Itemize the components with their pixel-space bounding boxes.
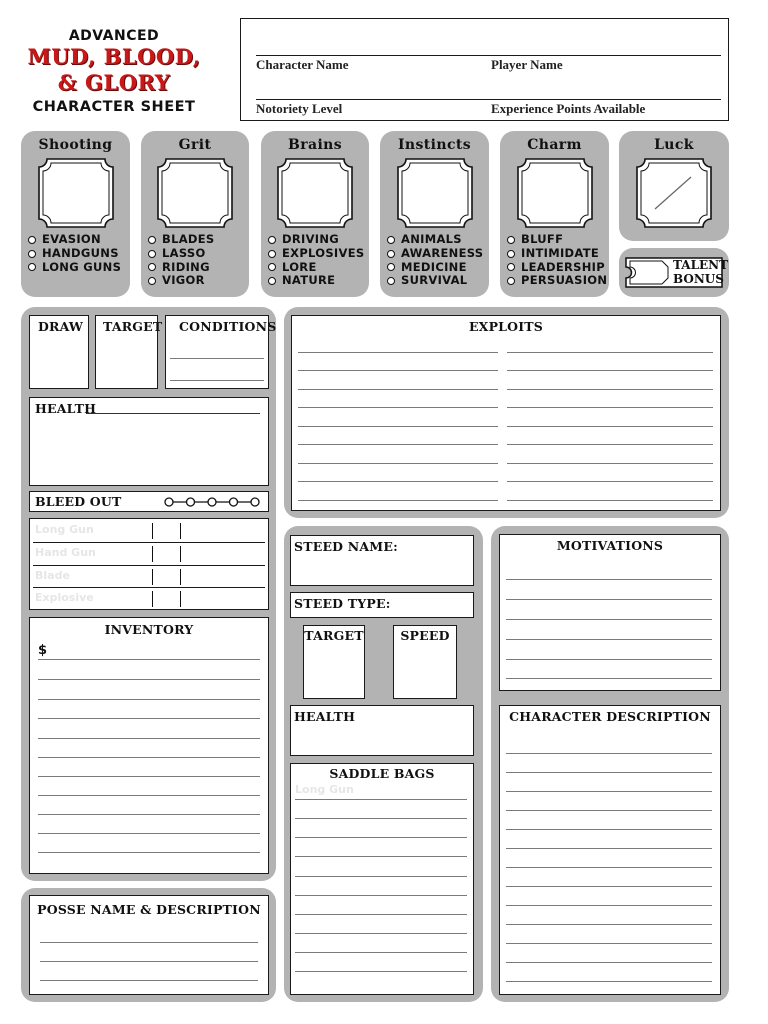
die-box-icon[interactable] bbox=[156, 157, 234, 229]
skill-pip-icon[interactable] bbox=[507, 236, 515, 244]
skill-survival[interactable]: SURVIVAL bbox=[387, 274, 483, 288]
attribute-title: Brains bbox=[287, 137, 343, 153]
skill-lore[interactable]: LORE bbox=[268, 261, 364, 275]
bleed-out-pip[interactable] bbox=[208, 498, 216, 506]
skill-pip-icon[interactable] bbox=[148, 263, 156, 271]
logo-character-sheet: CHARACTER SHEET bbox=[32, 99, 196, 115]
die-box-icon[interactable] bbox=[516, 157, 594, 229]
steed-name-label: STEED NAME: bbox=[294, 539, 398, 554]
character-description-box[interactable] bbox=[499, 705, 721, 995]
luck-box-icon[interactable] bbox=[635, 157, 713, 229]
logo-advanced: ADVANCED bbox=[68, 28, 160, 44]
steed-speed-label: SPEED bbox=[400, 628, 450, 643]
attribute-title: Instincts bbox=[397, 137, 472, 153]
steed-target-box[interactable] bbox=[303, 625, 365, 699]
weapon-explosive[interactable]: Explosive bbox=[35, 591, 94, 604]
bleed-out-pip[interactable] bbox=[165, 498, 173, 506]
luck-title: Luck bbox=[654, 137, 694, 153]
die-box-icon[interactable] bbox=[396, 157, 474, 229]
saddle-bags-placeholder: Long Gun bbox=[295, 783, 354, 796]
skill-bluff[interactable]: BLUFF bbox=[507, 233, 607, 247]
skill-pip-icon[interactable] bbox=[387, 250, 395, 258]
skill-persuasion[interactable]: PERSUASION bbox=[507, 274, 607, 288]
target-label: TARGET bbox=[103, 319, 163, 334]
motivations-box[interactable] bbox=[499, 534, 721, 691]
skill-vigor[interactable]: VIGOR bbox=[148, 274, 214, 288]
attribute-brains bbox=[261, 131, 369, 297]
inventory-box[interactable] bbox=[29, 617, 269, 874]
health-box[interactable] bbox=[29, 397, 269, 486]
logo-title-line2: & GLORY bbox=[57, 70, 171, 95]
skill-explosives[interactable]: EXPLOSIVES bbox=[268, 247, 364, 261]
skill-animals[interactable]: ANIMALS bbox=[387, 233, 483, 247]
saddle-bags-box[interactable] bbox=[290, 763, 474, 995]
skill-pip-icon[interactable] bbox=[28, 263, 36, 271]
skill-pip-icon[interactable] bbox=[148, 250, 156, 258]
steed-health-box[interactable] bbox=[290, 705, 474, 756]
skill-pip-icon[interactable] bbox=[28, 250, 36, 258]
skill-lasso[interactable]: LASSO bbox=[148, 247, 214, 261]
luck-panel bbox=[619, 131, 729, 241]
bleed-out-pip[interactable] bbox=[251, 498, 259, 506]
steed-type-label: STEED TYPE: bbox=[294, 596, 391, 611]
attribute-title: Charm bbox=[527, 137, 582, 153]
experience-points-label[interactable]: Experience Points Available bbox=[491, 101, 646, 116]
steed-type-box[interactable] bbox=[290, 592, 474, 618]
skill-pip-icon[interactable] bbox=[387, 277, 395, 285]
bleed-out-pip[interactable] bbox=[230, 498, 238, 506]
attribute-charm bbox=[500, 131, 609, 297]
weapon-hand-gun[interactable]: Hand Gun bbox=[35, 546, 96, 559]
target-box[interactable] bbox=[95, 315, 163, 389]
skill-leadership[interactable]: LEADERSHIP bbox=[507, 261, 607, 275]
player-name-label[interactable]: Player Name bbox=[491, 57, 563, 72]
skill-pip-icon[interactable] bbox=[268, 236, 276, 244]
character-description-title: CHARACTER DESCRIPTION bbox=[509, 709, 711, 724]
skill-pip-icon[interactable] bbox=[268, 250, 276, 258]
bleed-out-label: BLEED OUT bbox=[35, 494, 122, 509]
posse-box[interactable] bbox=[29, 895, 269, 995]
character-info-box bbox=[240, 18, 729, 121]
skill-intimidate[interactable]: INTIMIDATE bbox=[507, 247, 607, 261]
skill-pip-icon[interactable] bbox=[507, 250, 515, 258]
conditions-box[interactable] bbox=[165, 315, 277, 389]
attribute-shooting bbox=[21, 131, 130, 297]
weapon-long-gun[interactable]: Long Gun bbox=[35, 523, 94, 536]
steed-target-label: TARGET bbox=[304, 628, 364, 643]
skill-pip-icon[interactable] bbox=[148, 277, 156, 285]
exploits-title: EXPLOITS bbox=[468, 319, 544, 334]
skill-awareness[interactable]: AWARENESS bbox=[387, 247, 483, 261]
notoriety-level-label[interactable]: Notoriety Level bbox=[256, 101, 343, 116]
steed-name-box[interactable] bbox=[290, 535, 474, 586]
attribute-title: Shooting bbox=[38, 137, 113, 153]
skill-pip-icon[interactable] bbox=[268, 277, 276, 285]
motivations-title: MOTIVATIONS bbox=[556, 538, 664, 553]
attribute-title: Grit bbox=[178, 137, 212, 153]
bleed-out-box bbox=[29, 491, 269, 512]
exploits-box[interactable] bbox=[291, 315, 721, 511]
conditions-label: CONDITIONS bbox=[179, 319, 277, 334]
weapons-table bbox=[29, 518, 269, 610]
saddle-bags-title: SADDLE BAGS bbox=[329, 766, 435, 781]
skill-medicine[interactable]: MEDICINE bbox=[387, 261, 483, 275]
posse-title: POSSE NAME & DESCRIPTION bbox=[37, 902, 261, 917]
skill-pip-icon[interactable] bbox=[387, 263, 395, 271]
skill-pip-icon[interactable] bbox=[28, 236, 36, 244]
skill-riding[interactable]: RIDING bbox=[148, 261, 214, 275]
steed-health-label: HEALTH bbox=[294, 709, 356, 724]
bonus-label: BONUS bbox=[673, 272, 724, 286]
logo-title-line1: MUD, BLOOD, bbox=[27, 44, 201, 69]
talent-label: TALENT bbox=[673, 258, 729, 272]
die-box-icon[interactable] bbox=[37, 157, 115, 229]
skill-handguns[interactable]: HANDGUNS bbox=[28, 247, 121, 261]
health-label: HEALTH bbox=[35, 401, 97, 416]
draw-box[interactable] bbox=[29, 315, 89, 389]
skill-evasion[interactable]: EVASION bbox=[28, 233, 121, 247]
skill-pip-icon[interactable] bbox=[507, 263, 515, 271]
bleed-out-pip[interactable] bbox=[187, 498, 195, 506]
weapon-blade[interactable]: Blade bbox=[35, 569, 70, 582]
skill-long-guns[interactable]: LONG GUNS bbox=[28, 261, 121, 275]
skill-pip-icon[interactable] bbox=[148, 236, 156, 244]
skill-nature[interactable]: NATURE bbox=[268, 274, 364, 288]
skill-pip-icon[interactable] bbox=[268, 263, 276, 271]
skill-pip-icon[interactable] bbox=[507, 277, 515, 285]
skill-blades[interactable]: BLADES bbox=[148, 233, 214, 247]
die-box-icon[interactable] bbox=[276, 157, 354, 229]
character-name-label[interactable]: Character Name bbox=[256, 57, 349, 72]
attribute-instincts bbox=[380, 131, 489, 297]
steed-speed-box[interactable] bbox=[393, 625, 457, 699]
skill-pip-icon[interactable] bbox=[387, 236, 395, 244]
money-symbol: $ bbox=[38, 643, 48, 658]
draw-label: DRAW bbox=[38, 319, 84, 334]
talent-bonus-panel bbox=[619, 248, 729, 297]
attribute-grit bbox=[141, 131, 249, 297]
inventory-title: INVENTORY bbox=[104, 622, 194, 637]
skill-driving[interactable]: DRIVING bbox=[268, 233, 364, 247]
bleed-out-track bbox=[164, 496, 260, 508]
